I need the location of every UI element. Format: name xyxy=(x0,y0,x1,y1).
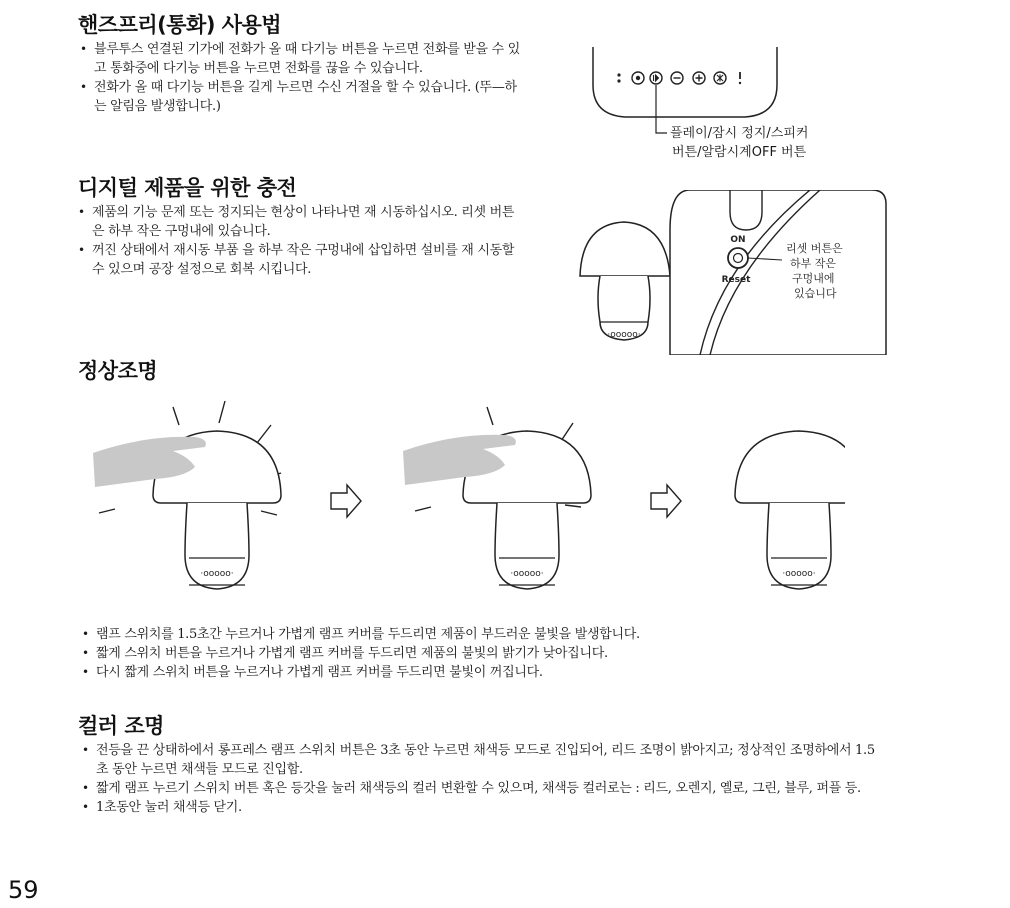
reset-hole-icon xyxy=(728,248,748,268)
charging-bullets xyxy=(76,203,526,279)
light-icon xyxy=(714,72,726,84)
arrow-right-icon xyxy=(331,485,361,517)
svg-text:·ooooo·: ·ooooo· xyxy=(607,330,641,340)
list-item: • 다시 짧게 스위치 버튼을 누르거나 가볍게 램프 커버를 두드리면 불빛이 꺼집니다. xyxy=(80,663,940,682)
list-item: • 전화가 올 때 다기능 버튼을 길게 누르면 수신 거절을 할 수 있습니다. (뚜—하는 알림음 발생합니다.) xyxy=(78,78,528,116)
list-item: • 전등을 끈 상태하에서 롱프레스 램프 스위치 버튼은 3초 동안 누르면 채색등 모드로 진입되어, 리드 조명이 밝아지고; 정상적인 조명하에서 1.5초 동안 누르면 채색들 모드로 진입함. xyxy=(80,741,880,779)
color-light-bullets xyxy=(80,741,880,817)
lamp-sequence-illustration: ·ooooo· xyxy=(85,395,845,600)
normal-light-title: 정상조명 xyxy=(78,359,158,383)
reset-note-line: 하부 작은 xyxy=(790,257,837,270)
exclamation-icon xyxy=(739,72,741,84)
reset-note-line: 리셋 버튼은 xyxy=(786,242,843,255)
lamp-small xyxy=(580,222,670,340)
page-number: 59 xyxy=(8,876,39,904)
list-item: • 제품의 기능 문제 또는 정지되는 현상이 나타나면 재 시동하십시오. 리셋 버튼은 하부 작은 구멍내에 있습니다. xyxy=(76,203,526,241)
play-pause-icon xyxy=(650,72,662,84)
reset-note-line: 있습니다 xyxy=(794,287,837,300)
list-item: • 꺼진 상태에서 재시동 부품 을 하부 작은 구멍내에 삽입하면 설비를 재 시동할 수 있으며 공장 설정으로 회복 시킵니다. xyxy=(76,241,526,279)
list-item: • 블루투스 연결된 기가에 전화가 올 때 다기능 버튼을 누르면 전화를 받을 수 있고 통화중에 다기능 버튼을 누르면 전화를 끊을 수 있습니다. xyxy=(78,40,528,78)
reset-illustration xyxy=(560,190,890,355)
reset-label: Reset xyxy=(721,275,751,285)
normal-light-bullets xyxy=(80,625,940,682)
reset-note-line: 구멍내에 xyxy=(792,272,835,285)
arrow-right-icon xyxy=(651,485,681,517)
charging-title: 디지털 제품을 위한 충전 xyxy=(78,176,297,200)
color-light-title: 컬러 조명 xyxy=(78,714,164,738)
handsfree-bullets xyxy=(78,40,528,116)
button-caption-line2: 버튼/알람시계OFF 버튼 xyxy=(672,145,807,160)
list-item: • 1초동안 눌러 채색등 닫기. xyxy=(80,798,880,817)
button-caption-line1: 플레이/잠시 정지/스피커 xyxy=(670,126,809,141)
volume-down-icon xyxy=(671,72,683,84)
list-item: • 짧게 스위치 버튼을 누르거나 가볍게 램프 커버를 두드리면 제품의 불빛의 밝기가 낮아집니다. xyxy=(80,644,940,663)
list-item: • 램프 스위치를 1.5초간 누르거나 가볍게 램프 커버를 두드리면 제품이 부드러운 불빛을 발생합니다. xyxy=(80,625,940,644)
power-icon xyxy=(632,72,644,84)
list-item: • 짧게 램프 누르기 스위치 버튼 혹은 등갓을 눌러 채색등의 컬러 변환할 수 있으며, 채색등 컬러로는 : 리드, 오렌지, 옐로, 그린, 블루, 퍼플 등. xyxy=(80,779,880,798)
volume-up-icon xyxy=(693,72,705,84)
multi-dot-icon xyxy=(617,73,620,82)
on-label: ON xyxy=(730,235,746,245)
handsfree-title: 핸즈프리(통화) 사용법 xyxy=(78,13,282,37)
